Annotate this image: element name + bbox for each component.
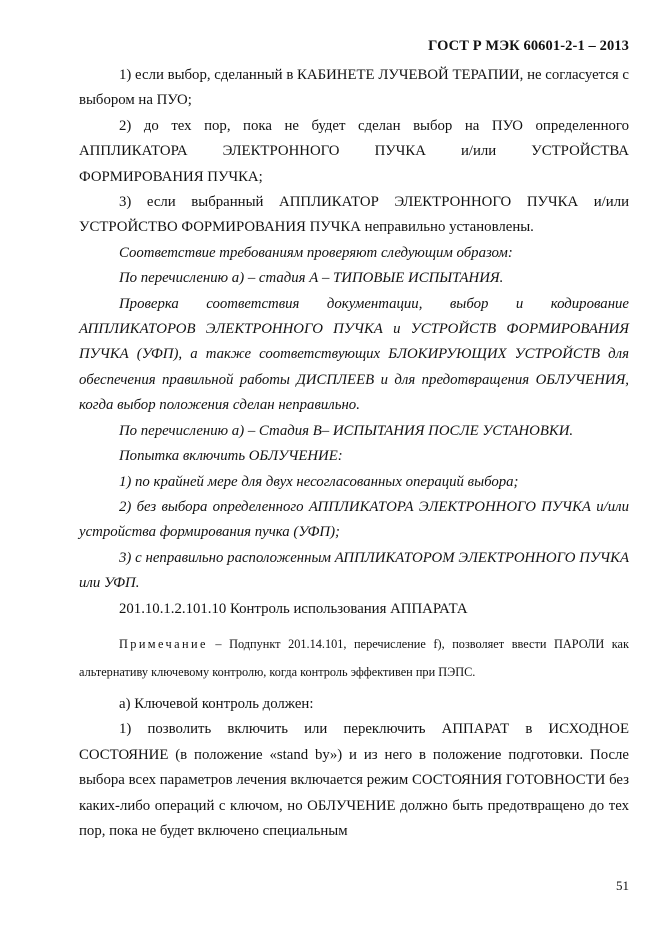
page-content	[79, 63, 629, 844]
paragraph-item-3: 3) если выбранный АППЛИКАТОР ЭЛЕКТРОННОГО ПУЧКА и/или УСТРОЙСТВО ФОРМИРОВАНИЯ ПУЧКА неправильно установлены.	[79, 194, 629, 236]
note-block	[79, 630, 629, 686]
page-number: 51	[616, 878, 629, 893]
standard-header: ГОСТ Р МЭК 60601-2-1 – 2013	[428, 38, 629, 54]
attempt-item-2: 2) без выбора определенного АППЛИКАТОРА ЭЛЕКТРОННОГО ПУЧКА и/или устройства формирования пучка (УФП);	[79, 498, 629, 541]
stage-a-description: Проверка соответствия документации, выбор и кодирование АППЛИКАТОРОВ ЭЛЕКТРОННОГО ПУЧКА и УСТРОЙСТВ ФОРМИРОВАНИЯ ПУЧКА (УФП), а также соответствующих БЛОКИРУЮЩИХ УСТРОЙСТВ для обеспечения правильной работы ДИСПЛЕЕВ и для предотвращения ОБЛУЧЕНИЯ, когда выбор положения сделан неправильно.	[79, 295, 629, 414]
note-label: Примечание	[119, 636, 208, 651]
key-control-item-1: 1) позволить включить или переключить АППАРАТ в ИСХОДНОЕ СОСТОЯНИЕ (в положение «stand by») и из него в положение подготовки. После выбора всех параметров лечения включается режим СОСТОЯНИЯ ГОТОВНОСТИ без каких-либо операций с ключом, но ОБЛУЧЕНИЕ должно быть предотвращено до тех пор, пока не будет включено специальным	[79, 721, 629, 839]
paragraph-item-1: 1) если выбор, сделанный в КАБИНЕТЕ ЛУЧЕВОЙ ТЕРАПИИ, не согласуется с выбором на ПУО;	[79, 67, 629, 109]
note-text: – Подпункт 201.14.101, перечисление f), позволяет ввести ПАРОЛИ как альтернативу ключевому контролю, когда контроль эффективен при ПЭПС.	[79, 636, 629, 679]
compliance-intro: Соответствие требованиям проверяют следующим образом:	[119, 244, 513, 261]
attempt-item-1: 1) по крайней мере для двух несогласованных операций выбора;	[119, 473, 519, 490]
stage-a-heading: По перечислению а) – стадия А – ТИПОВЫЕ ИСПЫТАНИЯ.	[119, 270, 504, 287]
irradiation-attempt-heading: Попытка включить ОБЛУЧЕНИЕ:	[119, 448, 343, 465]
paragraph-item-2: 2) до тех пор, пока не будет сделан выбор на ПУО определенного АППЛИКАТОРА ЭЛЕКТРОННОГО ПУЧКА и/или УСТРОЙСТВА ФОРМИРОВАНИЯ ПУЧКА;	[79, 117, 629, 185]
key-control-heading: а) Ключевой контроль должен:	[119, 695, 314, 712]
attempt-item-3: 3) с неправильно расположенным АППЛИКАТОРОМ ЭЛЕКТРОННОГО ПУЧКА или УФП.	[79, 549, 629, 592]
stage-b-heading: По перечислению а) – Стадия В– ИСПЫТАНИЯ ПОСЛЕ УСТАНОВКИ.	[119, 422, 574, 439]
section-heading: 201.10.1.2.101.10 Контроль использования АППАРАТА	[119, 600, 468, 617]
